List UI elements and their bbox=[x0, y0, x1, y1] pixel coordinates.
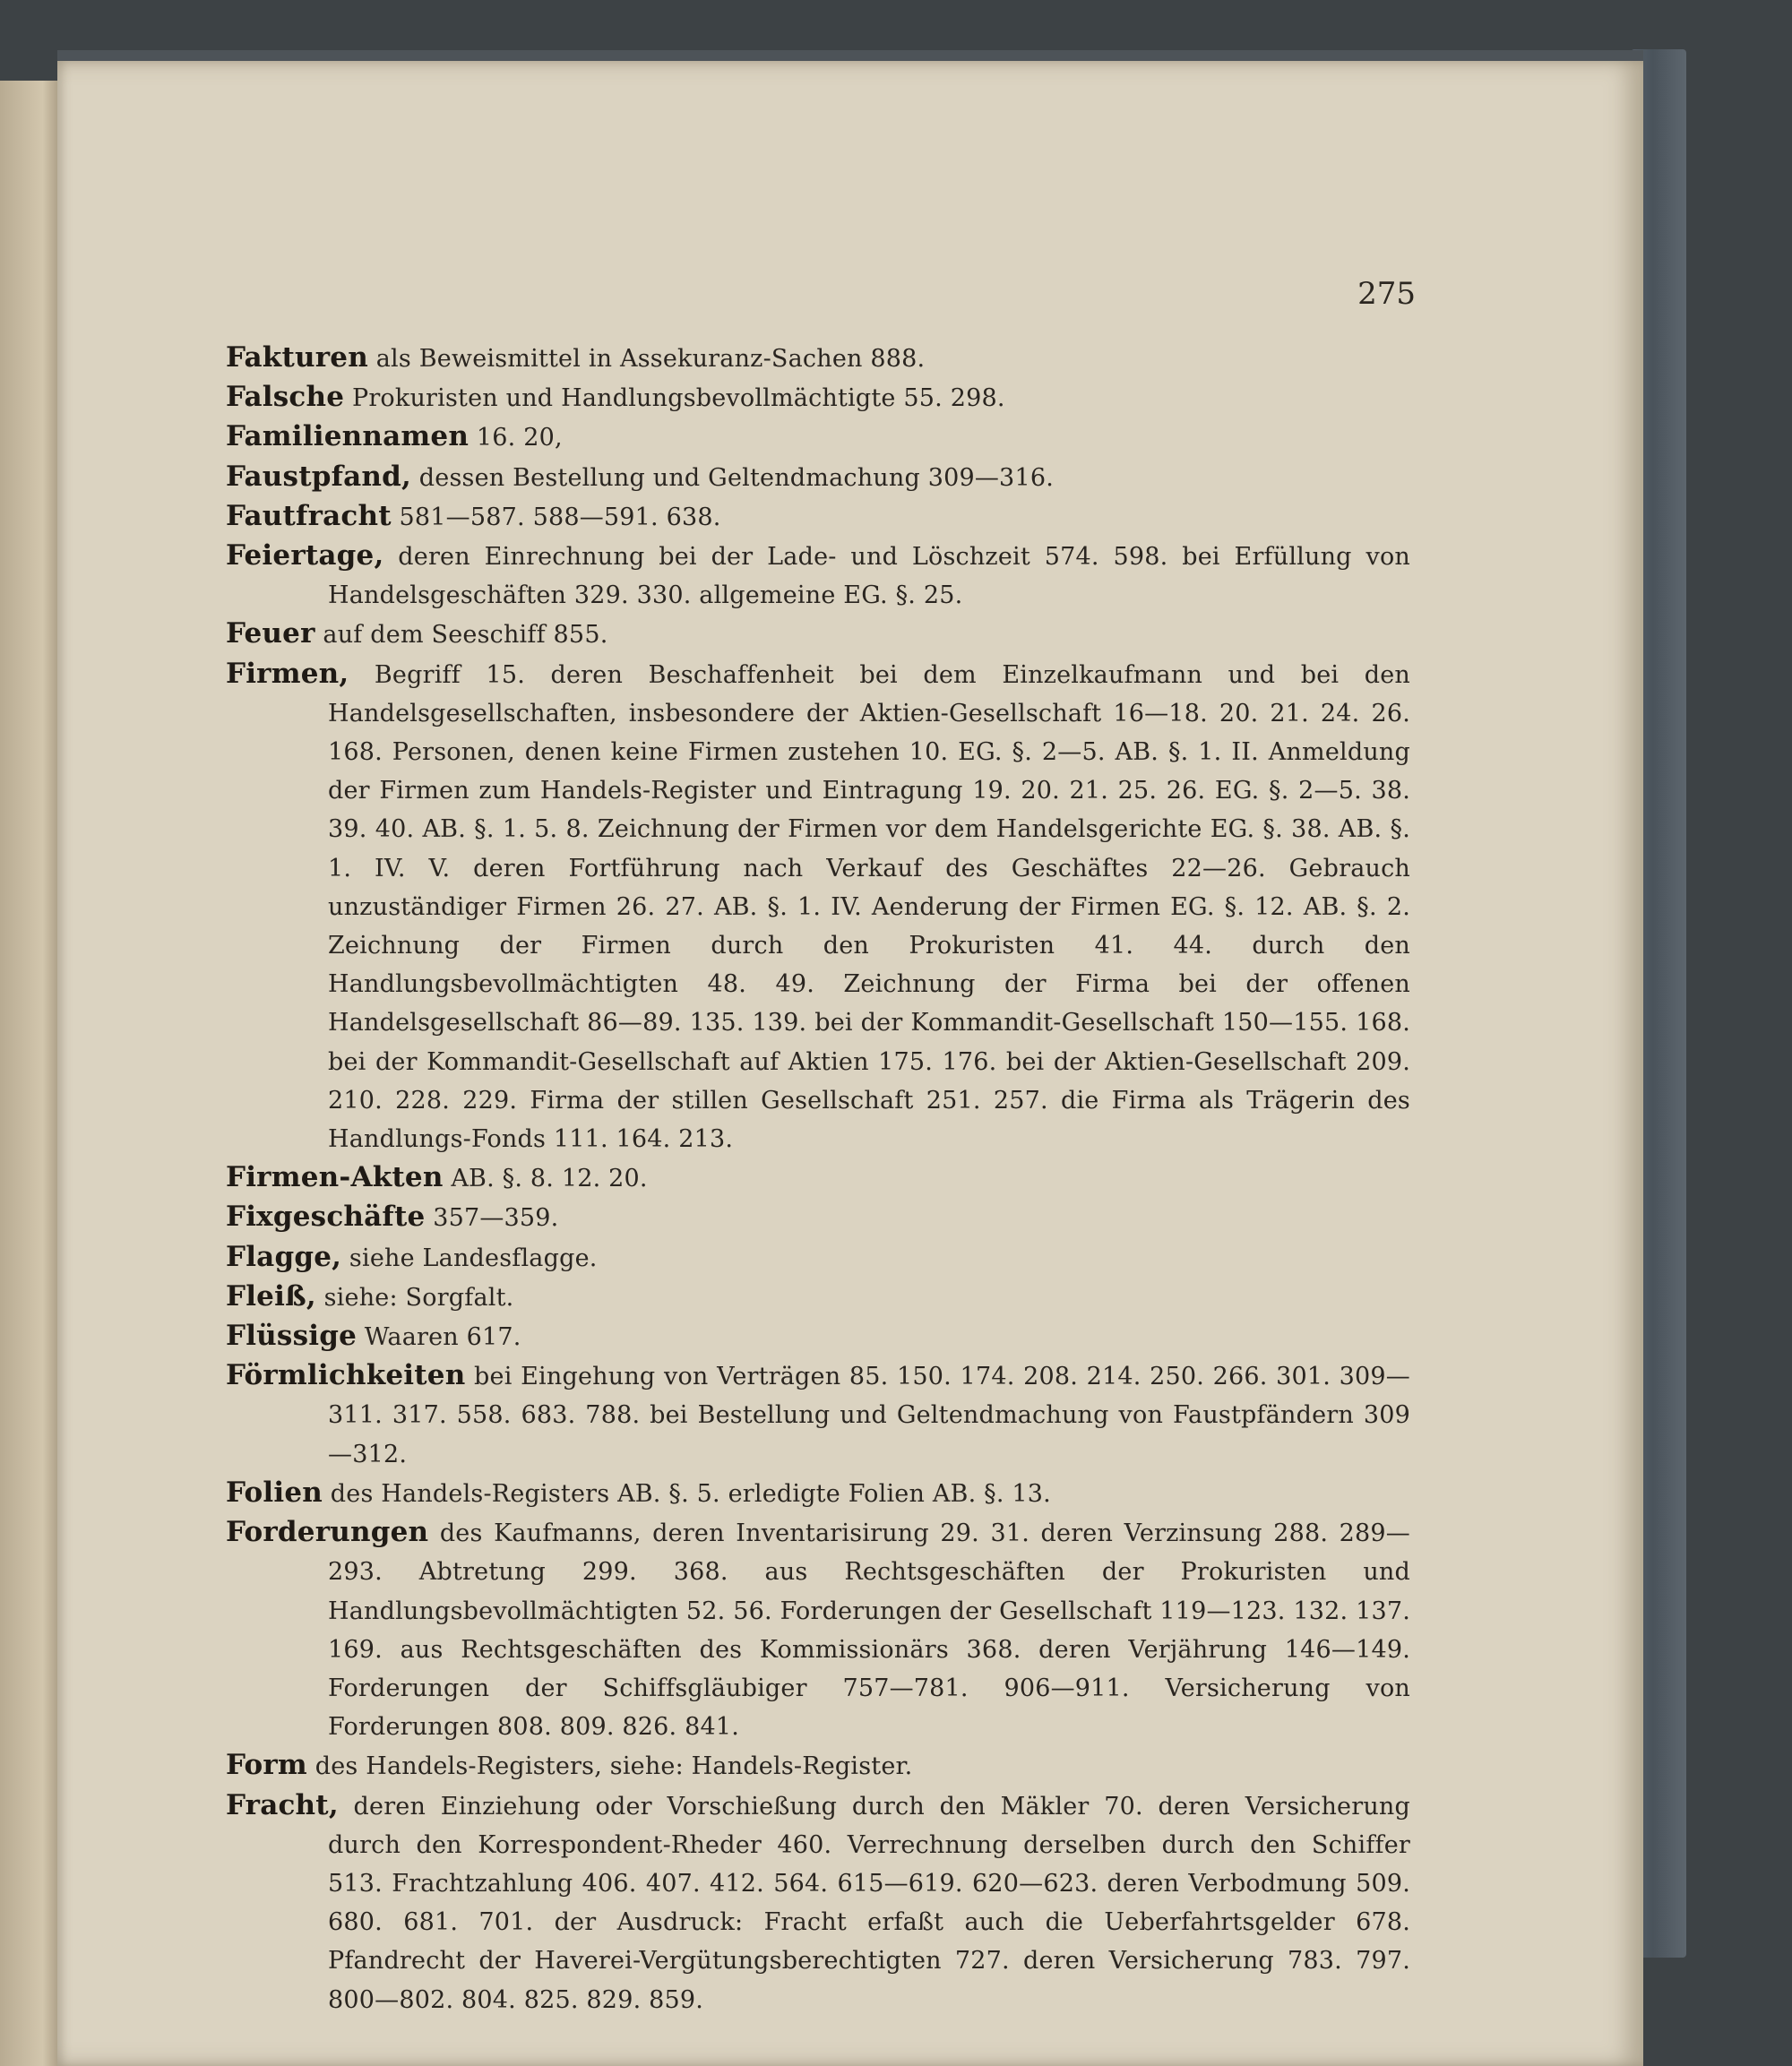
entry-text: als Beweismittel in Assekuranz-Sachen 888. bbox=[367, 345, 926, 373]
entry-heading: Fleiß, bbox=[226, 1279, 316, 1313]
index-entry bbox=[226, 497, 1410, 537]
index-entry bbox=[226, 458, 1410, 497]
left-page-edge bbox=[0, 81, 61, 2066]
page-number: 275 bbox=[1357, 276, 1416, 312]
entry-text: 581—587. 588—591. 638. bbox=[391, 503, 721, 531]
index-entry bbox=[226, 1786, 1410, 2019]
entry-text: 357—359. bbox=[425, 1204, 559, 1233]
entry-text: dessen Bestellung und Geltendmachung 309—316. bbox=[411, 463, 1054, 492]
entry-heading: Fakturen bbox=[226, 341, 368, 374]
index-entry bbox=[226, 1513, 1410, 1746]
index-entry bbox=[226, 1238, 1410, 1278]
entry-text: siehe Landesflagge. bbox=[341, 1244, 598, 1272]
entry-heading: Fautfracht bbox=[226, 499, 392, 532]
entry-text: des Kaufmanns, deren Inventarisirung 29. 31. deren Verzinsung 288. 289—293. Abtretung 299. 368. aus Rechtsgeschäften der Prokuristen und Handlungsbevollmächtigten 52. 56. Forderungen der Gesellschaft 119—123. 132. 137. 169. aus Rechtsgeschäften des Kommissionärs 368. deren Verjährung 146—149. Forderungen der Schiffsgläubiger 757—781. 906—911. Versicherung von Forderungen 808. 809. 826. 841. bbox=[328, 1519, 1410, 1742]
entry-heading: Fixgeschäfte bbox=[226, 1201, 426, 1234]
entry-text: bei Eingehung von Verträgen 85. 150. 174. 208. 214. 250. 266. 301. 309—311. 317. 558. 683. 788. bei Bestellung und Geltendmachung von Faustpfändern 309—312. bbox=[328, 1363, 1410, 1468]
index-entry bbox=[226, 1746, 1410, 1786]
entry-heading: Förmlichkeiten bbox=[226, 1359, 466, 1392]
entry-heading: Flüssige bbox=[226, 1320, 358, 1353]
entry-heading: Feiertage, bbox=[226, 539, 384, 572]
entry-heading: Forderungen bbox=[226, 1516, 429, 1549]
entry-heading: Folien bbox=[226, 1476, 323, 1509]
entry-heading: Faustpfand, bbox=[226, 460, 412, 493]
entry-text: 16. 20, bbox=[469, 424, 563, 452]
entry-heading: Firmen-Akten bbox=[226, 1161, 444, 1194]
entry-heading: Feuer bbox=[226, 617, 315, 650]
entry-heading: Firmen, bbox=[226, 657, 349, 690]
index-entry bbox=[226, 1474, 1410, 1513]
entry-text: Begriff 15. deren Beschaffenheit bei dem Einzelkaufmann und bei den Handelsgesellschaften, insbesondere der Aktien-Gesellschaft 16—18. 20. 21. 24. 26. 168. Personen, denen keine Firmen zustehen 10. EG. §. 2—5. AB. §. 1. II. Anmeldung der Firmen zum Handels-Register und Eintragung 19. 20. 21. 25. 26. EG. §. 2—5. 38. 39. 40. AB. §. 1. 5. 8. Zeichnung der Firmen vor dem Handelsgerichte EG. §. 38. AB. §. 1. IV. V. deren Fortführung nach Verkauf des Geschäftes 22—26. Gebrauch unzuständiger Firmen 26. 27. AB. §. 1. IV. Aenderung der Firmen EG. §. 12. AB. §. 2. Zeichnung der Firmen durch den Prokuristen 41. 44. durch den Handlungsbevollmächtigten 48. 49. Zeichnung der Firma bei der offenen Handelsgesellschaft 86—89. 135. 139. bei der Kommandit-Gesellschaft 150—155. 168. bei der Kommandit-Gesellschaft auf Aktien 175. 176. bei der Aktien-Gesellschaft 209. 210. 228. 229. Firma der stillen Gesellschaft 251. 257. die Firma als Trägerin des Handlungs-Fonds 111. 164. 213. bbox=[328, 660, 1410, 1154]
index-entry bbox=[226, 1198, 1410, 1237]
entry-heading: Fracht, bbox=[226, 1788, 339, 1821]
entry-heading: Falsche bbox=[226, 381, 345, 414]
index-entry bbox=[226, 1278, 1410, 1317]
entry-text: siehe: Sorgfalt. bbox=[315, 1283, 514, 1312]
entry-text: deren Einrechnung bei der Lade- und Löschzeit 574. 598. bei Erfüllung von Handelsgeschäften 329. 330. allgemeine EG. §. 25. bbox=[328, 543, 1410, 610]
entry-heading: Flagge, bbox=[226, 1240, 342, 1273]
index-entry bbox=[226, 1356, 1410, 1474]
entry-text: Waaren 617. bbox=[357, 1323, 521, 1352]
index-entry bbox=[226, 1158, 1410, 1198]
index-entry bbox=[226, 418, 1410, 457]
index-entry bbox=[226, 1317, 1410, 1356]
index-entry bbox=[226, 615, 1410, 654]
entry-text: AB. §. 8. 12. 20. bbox=[443, 1165, 648, 1193]
entry-text: deren Einziehung oder Vorschießung durch den Mäkler 70. deren Versicherung durch den Korrespondent-Rheder 460. Verrechnung derselben durch den Schiffer 513. Frachtzahlung 406. 407. 412. 564. 615—619. 620—623. deren Verbodmung 509. 680. 681. 701. der Ausdruck: Fracht erfaßt auch die Ueberfahrtsgelder 678. Pfandrecht der Haverei-Vergütungsberechtigten 727. deren Versicherung 783. 797. 800—802. 804. 825. 829. 859. bbox=[328, 1792, 1410, 2014]
entry-text: des Handels-Registers, siehe: Handels-Register. bbox=[306, 1752, 913, 1781]
index-entry bbox=[226, 537, 1410, 615]
index-entries bbox=[226, 339, 1410, 2019]
index-entry bbox=[226, 339, 1410, 378]
entry-heading: Form bbox=[226, 1749, 307, 1782]
entry-heading: Familiennamen bbox=[226, 420, 470, 453]
entry-text: des Handels-Registers AB. §. 5. erledigte Folien AB. §. 13. bbox=[323, 1479, 1051, 1508]
entry-text: auf dem Seeschiff 855. bbox=[314, 621, 608, 650]
entry-text: Prokuristen und Handlungsbevollmächtigte 55. 298. bbox=[344, 384, 1005, 413]
index-entry bbox=[226, 378, 1410, 418]
index-entry bbox=[226, 655, 1410, 1159]
